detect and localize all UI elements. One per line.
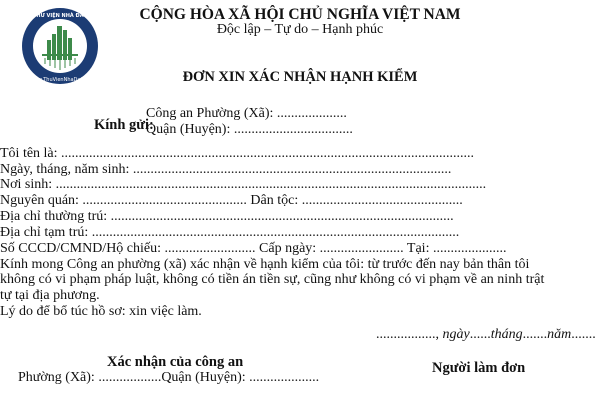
request-line-2: không có vi phạm pháp luật, không có tiền án tiền sự, cũng như không có vi phạm về an ninh trật: [0, 272, 545, 287]
date-day-label: ngày: [442, 327, 470, 342]
date-line: [376, 327, 596, 343]
field-place-of-birth: Nơi sinh: ...........................................................................................................................: [0, 177, 487, 192]
nation-title: CỘNG HÒA XÃ HỘI CHỦ NGHĨA VIỆT NAM: [139, 6, 461, 23]
police-confirm-title: Xác nhận của công an: [107, 354, 244, 370]
reason-line: Lý do để bổ túc hồ sơ: xin việc làm.: [0, 304, 202, 319]
date-month-dots: .......: [522, 327, 548, 342]
date-month-label: tháng: [490, 327, 523, 342]
field-temporary-address: Địa chỉ tạm trú: .........................................................................................................: [0, 225, 460, 240]
police-confirm-line: Phường (Xã): ..................Quận (Huyện): ....................: [18, 370, 320, 385]
addressee-ward: Công an Phường (Xã): ....................: [146, 106, 347, 121]
document-title: ĐƠN XIN XÁC NHẬN HẠNH KIỂM: [182, 69, 418, 85]
addressee-district: Quận (Huyện): ..................................: [146, 122, 353, 137]
date-year-dots: .......: [571, 327, 596, 342]
field-id-number: Số CCCD/CMND/Hộ chiếu: .......................... Cấp ngày: ........................ Tại: .....................: [0, 241, 507, 256]
field-date-of-birth: Ngày, tháng, năm sinh: ...........................................................................................: [0, 162, 452, 177]
svg-text:www.ThuVienNhaDat.vn: www.ThuVienNhaDat.vn: [29, 77, 91, 83]
motto: Độc lập – Tự do – Hạnh phúc: [216, 22, 384, 37]
field-permanent-address: Địa chỉ thường trú: ..................................................................................................: [0, 209, 454, 224]
svg-text:THƯ VIỆN NHÀ ĐẤT: THƯ VIỆN NHÀ ĐẤT: [32, 13, 88, 19]
field-hometown-ethnicity: Nguyên quán: ............................................... Dân tộc: ..............................................: [0, 193, 463, 208]
addressee-label: Kính gửi:: [94, 117, 154, 133]
date-year-label: năm: [547, 327, 572, 342]
request-line-1: Kính mong Công an phường (xã) xác nhận về hạnh kiểm của tôi: từ trước đến nay bản thân tôi: [0, 257, 530, 272]
applicant-label: Người làm đơn: [432, 360, 526, 376]
date-day-dots: ......: [469, 327, 491, 342]
date-place: .................,: [376, 327, 443, 342]
request-line-3: tự tại địa phương.: [0, 288, 100, 303]
field-full-name: Tôi tên là: ......................................................................................................................: [0, 146, 475, 161]
